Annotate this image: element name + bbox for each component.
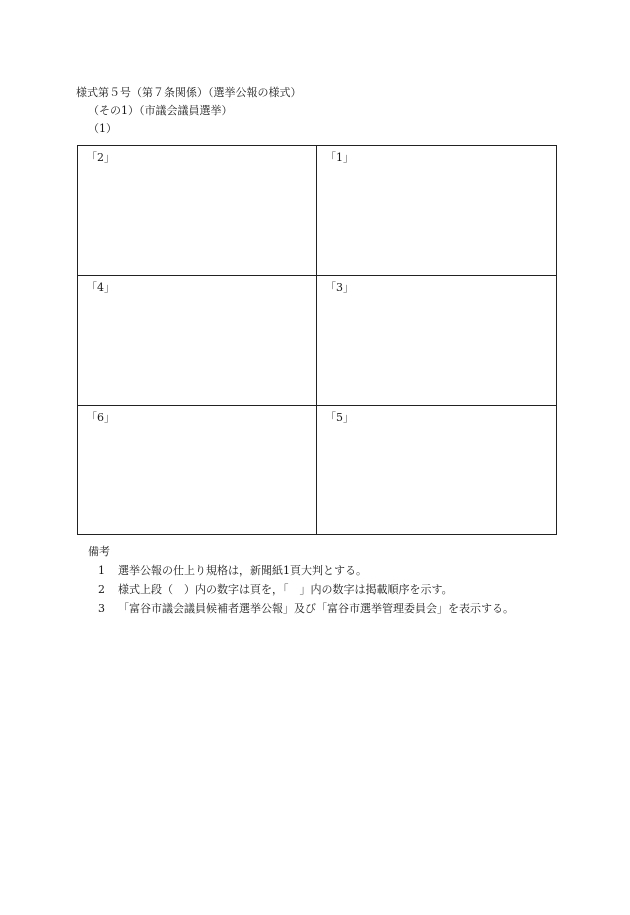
grid-cell-label: 「4」 <box>86 281 115 294</box>
grid-cell-1 <box>317 146 556 276</box>
note-number: 2 <box>98 583 105 596</box>
page-number: （1） <box>88 122 117 135</box>
note-item <box>98 564 367 578</box>
grid-cell-label: 「1」 <box>325 151 354 164</box>
note-text: 選挙公報の仕上り規格は，新聞紙1頁大判とする。 <box>118 564 367 577</box>
grid-cell-label: 「2」 <box>86 151 115 164</box>
grid-cell-label: 「3」 <box>325 281 354 294</box>
note-number: 3 <box>98 602 105 615</box>
form-title: 様式第５号（第７条関係）（選挙公報の様式） <box>76 86 302 99</box>
grid-cell-4 <box>78 276 317 406</box>
notes-heading: 備考 <box>88 545 110 558</box>
note-number: 1 <box>98 564 105 577</box>
grid-cell-6 <box>78 406 317 534</box>
grid-cell-2 <box>78 146 317 276</box>
form-subtitle: （その1）（市議会議員選挙） <box>88 104 233 117</box>
grid-cell-3 <box>317 276 556 406</box>
note-item <box>98 602 514 616</box>
grid-cell-label: 「6」 <box>86 411 115 424</box>
layout-grid <box>77 145 557 535</box>
note-text: 様式上段（ ）内の数字は頁を，「 」内の数字は掲載順序を示す。 <box>118 583 453 596</box>
note-text: 「富谷市議会議員候補者選挙公報」及び「富谷市選挙管理委員会」を表示する。 <box>118 602 514 615</box>
grid-cell-label: 「5」 <box>325 411 354 424</box>
note-item <box>98 583 453 597</box>
grid-cell-5 <box>317 406 556 534</box>
